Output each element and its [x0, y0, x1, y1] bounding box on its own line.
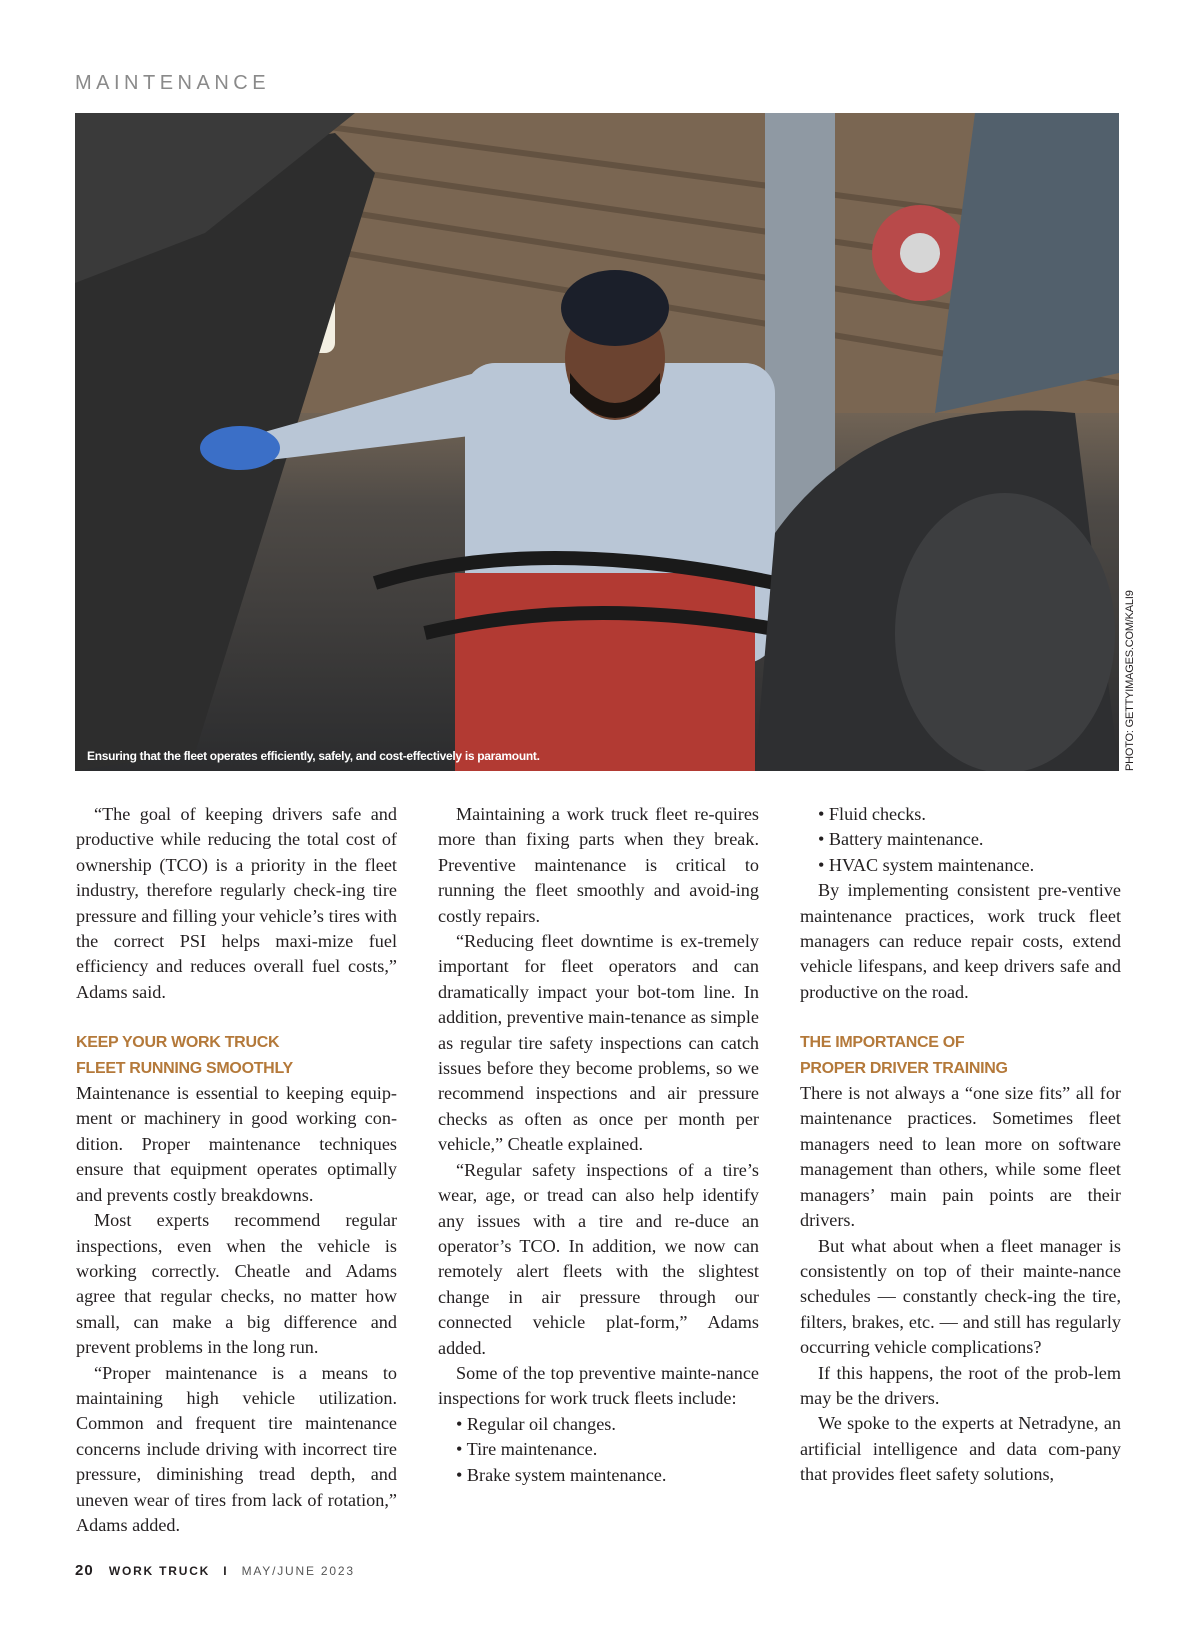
- list-item: • Battery maintenance.: [818, 827, 1121, 852]
- paragraph: If this happens, the root of the prob-lem may be the drivers.: [800, 1362, 1121, 1408]
- footer-separator: I: [223, 1564, 229, 1578]
- paragraph: Maintaining a work truck fleet re-quires more than fixing parts when they break. Preventive maintenance is critical to running the fleet smoothly and avoid-ing costly repairs.: [438, 804, 759, 926]
- paragraph: “Proper maintenance is a means to maintaining high vehicle utilization. Common and frequent tire maintenance concerns include driving with incorrect tire pressure, diminishing tread depth, and uneven wear of tires from lack of rotation,” Adams added.: [76, 1362, 397, 1535]
- paragraph: We spoke to the experts at Netradyne, an artificial intelligence and data com-pany that provides fleet safety solutions,: [800, 1413, 1121, 1485]
- subheading: THE IMPORTANCE OF PROPER DRIVER TRAINING: [800, 1034, 1008, 1077]
- inspection-list-continued: [800, 802, 1121, 878]
- issue-date: MAY/JUNE 2023: [241, 1564, 355, 1578]
- paragraph: But what about when a fleet manager is consistently on top of their mainte-nance schedules — constantly check-ing the tire, filters, brakes, etc. — and still has regularly occurring vehicle complications?: [800, 1235, 1121, 1358]
- paragraph: “The goal of keeping drivers safe and productive while reducing the total cost of ownership (TCO) is a priority in the fleet industry, therefore regularly check-ing tire pressure and filling your vehicle’s tires with the correct PSI helps maxi-mize fuel efficiency and reduces overall fuel costs,” Adams said.: [76, 804, 397, 1002]
- paragraph: “Reducing fleet downtime is ex-tremely important for fleet operators and can dramatically impact your bot-tom line. In addition, preventive main-tenance as simple as regular tire safety inspections can catch issues before they become problems, so we recommend inspections and air pressure checks as often as once per month per vehicle,” Cheatle explained.: [438, 931, 759, 1155]
- paragraph: “Regular safety inspections of a tire’s wear, age, or tread can also help identify any issues with a tire and re-duce an operator’s TCO. In addition, we now can remotely alert fleets with the slightest change in air pressure through our connected vehicle plat-form,” Adams added.: [438, 1159, 759, 1358]
- magazine-name: WORK TRUCK: [108, 1564, 211, 1578]
- inspection-list: [438, 1412, 759, 1488]
- column-1: [76, 802, 397, 1538]
- paragraph: Some of the top preventive mainte-nance inspections for work truck fleets include:: [438, 1362, 759, 1409]
- mechanic-photo-illustration: [75, 113, 1119, 771]
- article-photo: [75, 113, 1119, 771]
- subheading: KEEP YOUR WORK TRUCK FLEET RUNNING SMOOTHLY: [76, 1034, 293, 1077]
- section-label: MAINTENANCE: [75, 72, 271, 94]
- list-item: • Tire maintenance.: [456, 1437, 759, 1462]
- paragraph: Most experts recommend regular inspections, even when the vehicle is working correctly. Cheatle and Adams agree that regular checks, no matter how small, can make a big difference and prevent problems in the long run.: [76, 1210, 397, 1358]
- list-item: • Fluid checks.: [818, 802, 1121, 827]
- paragraph: Maintenance is essential to keeping equip-ment or machinery in good working con-dition. Proper maintenance techniques ensure that equipment operates optimally and prevents costly breakdowns.: [76, 1083, 397, 1205]
- list-item: • Regular oil changes.: [456, 1412, 759, 1437]
- paragraph: By implementing consistent pre-ventive maintenance practices, work truck fleet managers can reduce repair costs, extend vehicle lifespans, and keep drivers safe and productive on the road.: [800, 880, 1121, 1002]
- page-number: 20: [75, 1562, 94, 1579]
- page-footer: [75, 1562, 355, 1579]
- photo-credit: PHOTO: GETTYIMAGES.COM/KALI9: [1124, 590, 1136, 771]
- column-2: [438, 802, 759, 1488]
- list-item: • Brake system maintenance.: [456, 1463, 759, 1488]
- paragraph: There is not always a “one size fits” all for maintenance practices. Sometimes fleet managers need to lean more on software management than others, while some fleet managers’ main pain points are their drivers.: [800, 1083, 1121, 1231]
- photo-caption: Ensuring that the fleet operates efficiently, safely, and cost-effectively is paramount.: [87, 749, 540, 763]
- column-3: [800, 802, 1121, 1488]
- list-item: • HVAC system maintenance.: [818, 853, 1121, 878]
